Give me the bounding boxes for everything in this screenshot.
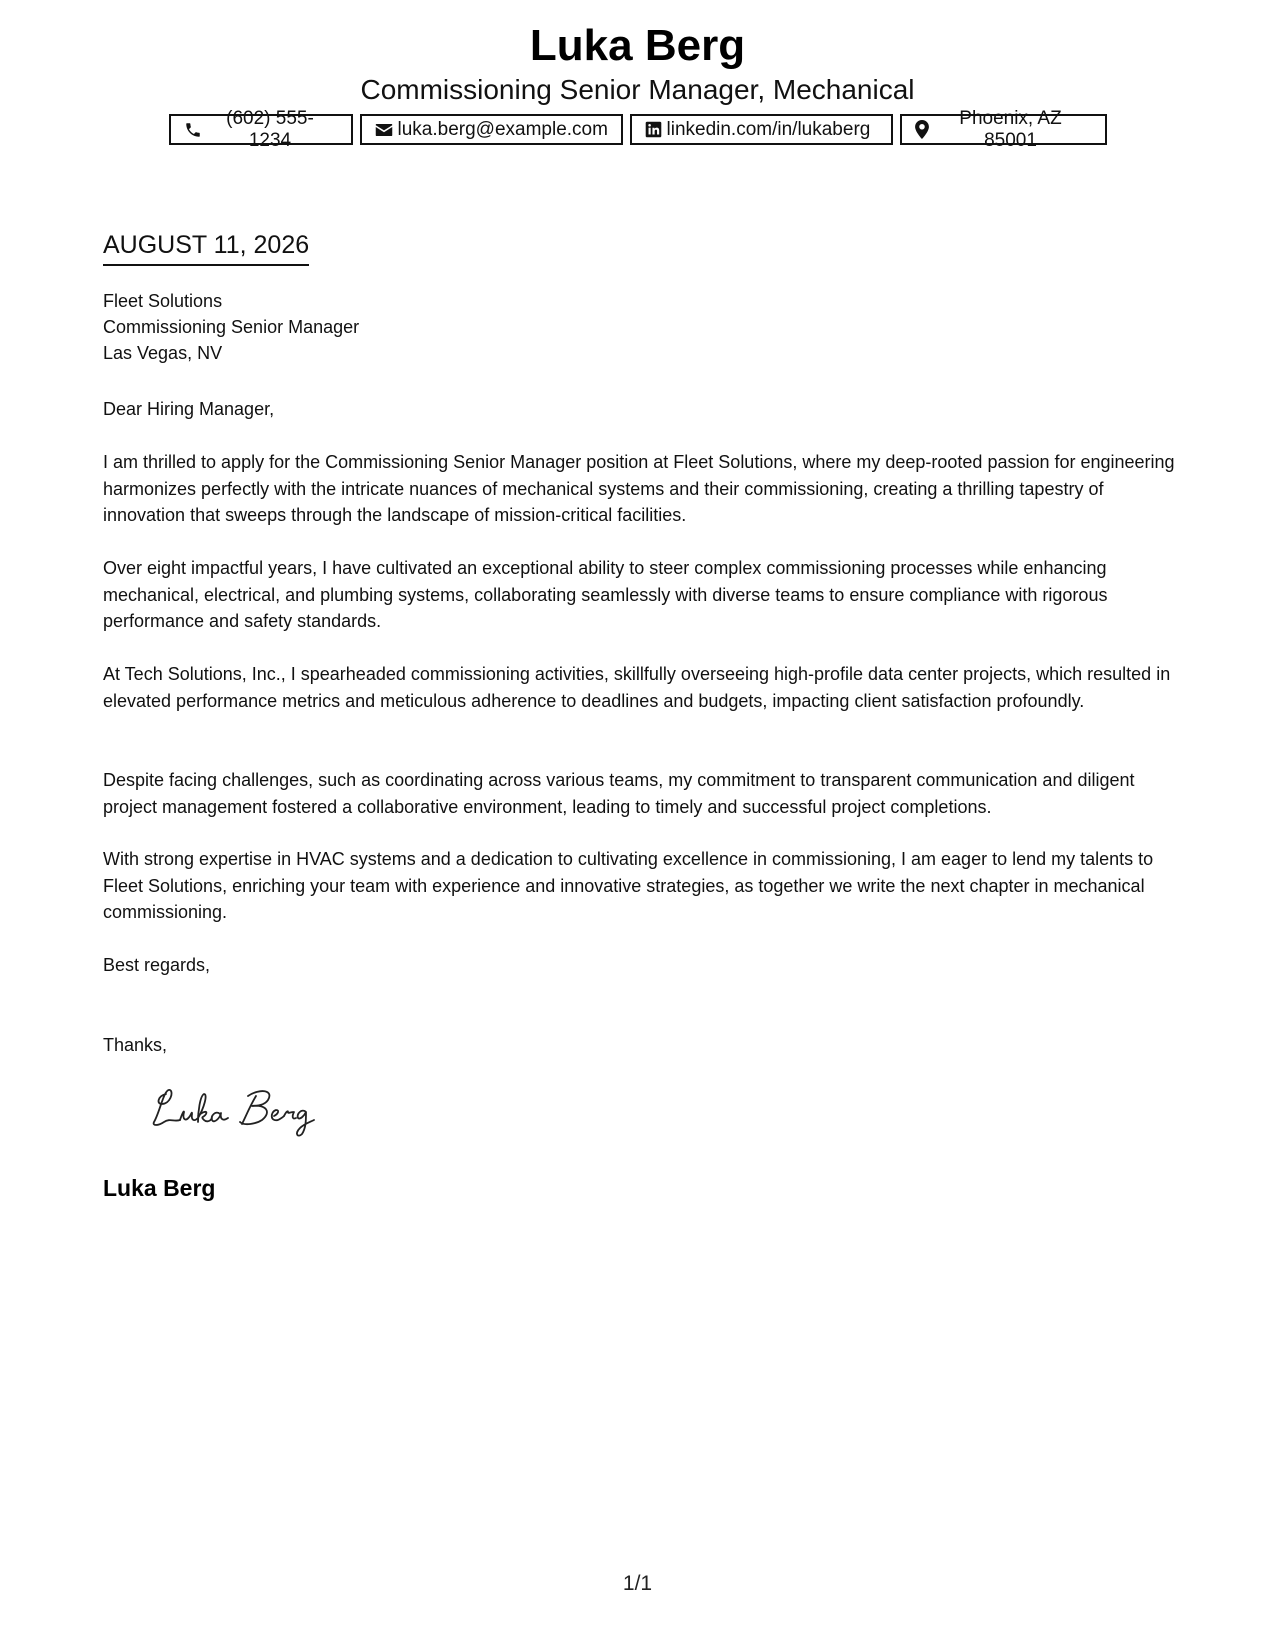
body-paragraph: Despite facing challenges, such as coordinating across various teams, my commitment to transparent communication and diligent project management fostered a collaborative environment, leading to timely and successful project completions. [103, 770, 1135, 817]
letter-date: AUGUST 11, 2026 [103, 228, 309, 266]
body-paragraph: With strong expertise in HVAC systems and a dedication to cultivating excellence in commissioning, I am eager to lend my talents to Fleet Solutions, enriching your team with experience and innovative strategies, as together we write the next chapter in mechanical commissioning. [103, 849, 1154, 922]
salutation: Dear Hiring Manager, [103, 399, 275, 419]
applicant-title: Commissioning Senior Manager, Mechanical [360, 74, 915, 105]
location-text: Phoenix, AZ 85001 [959, 107, 1062, 151]
contact-email[interactable] [360, 114, 623, 145]
contact-phone [169, 107, 353, 151]
handwritten-signature [148, 1082, 328, 1138]
body-paragraph: I am thrilled to apply for the Commissioning Senior Manager position at Fleet Solutions, where my deep-rooted passion for engineering harmonizes perfectly with the intricate nuances of mechanical systems and their commissioning, creating a thrilling tapestry of innovation that sweeps through the landscape of mission-critical facilities. [103, 452, 1175, 525]
phone-icon [184, 121, 202, 139]
recipient-position: Commissioning Senior Manager [103, 317, 360, 337]
linkedin-text[interactable]: linkedin.com/in/lukaberg [666, 118, 871, 140]
signer-name: Luka Berg [103, 1175, 216, 1201]
envelope-icon [375, 122, 393, 138]
phone-text: (602) 555-1234 [226, 107, 314, 151]
map-pin-icon [915, 120, 929, 139]
thanks: Thanks, [103, 1035, 168, 1055]
body-paragraph: Over eight impactful years, I have cultivated an exceptional ability to steer complex commissioning processes while enhancing mechanical, electrical, and plumbing systems, collaborating seamlessly with diverse teams to ensure compliance with rigorous performance and safety standards. [103, 558, 1108, 631]
contact-location [900, 107, 1107, 151]
recipient-location: Las Vegas, NV [103, 343, 223, 363]
recipient-company: Fleet Solutions [103, 291, 223, 311]
applicant-name: Luka Berg [529, 21, 746, 70]
contact-linkedin[interactable] [630, 114, 893, 145]
page-indicator: 1/1 [622, 1572, 653, 1595]
linkedin-icon [645, 121, 662, 138]
contact-row [0, 107, 1275, 151]
email-text[interactable]: luka.berg@example.com [397, 118, 608, 140]
closing: Best regards, [103, 955, 211, 975]
body-paragraph: At Tech Solutions, Inc., I spearheaded commissioning activities, skillfully overseeing high-profile data center projects, which resulted in elevated performance metrics and meticulous adherence to deadlines and budgets, impacting client satisfaction profoundly. [103, 664, 1171, 711]
